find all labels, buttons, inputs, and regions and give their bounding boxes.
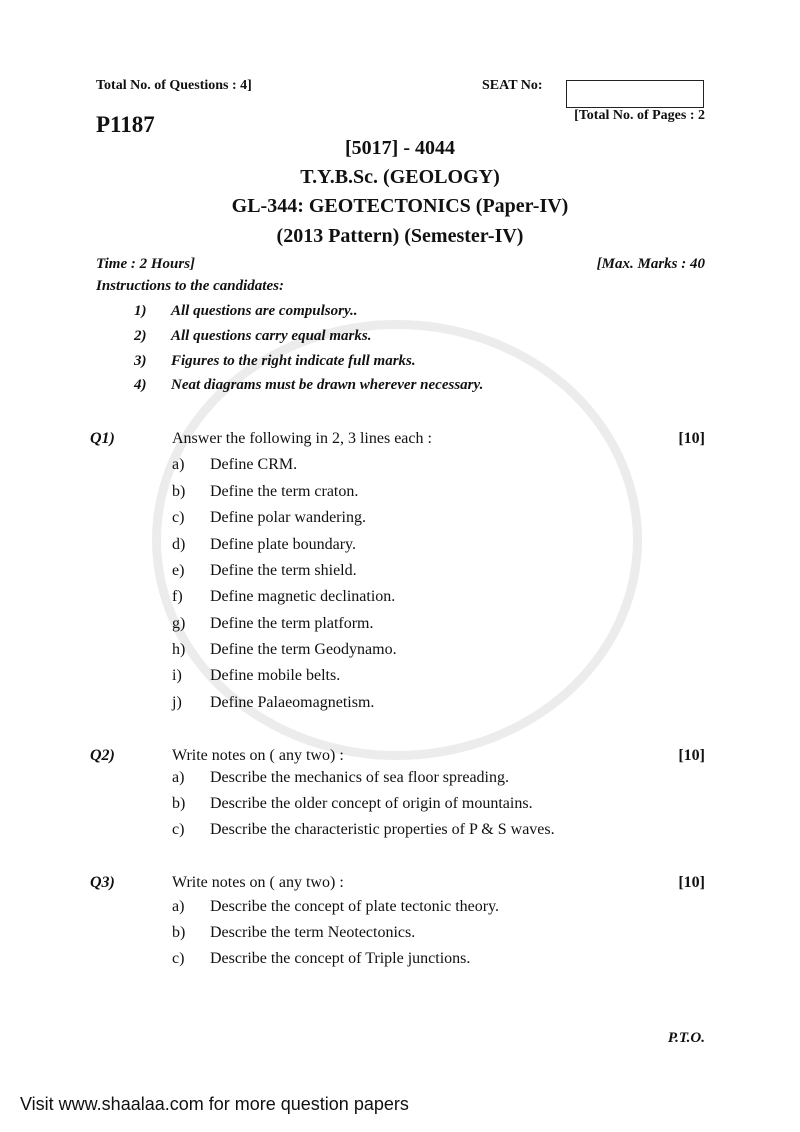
pattern-title: (2013 Pattern) (Semester-IV) — [276, 225, 524, 247]
subject-title: GL-344: GEOTECTONICS (Paper-IV) — [231, 195, 569, 217]
exam-code: [5017] - 4044 — [345, 137, 455, 159]
seat-no-label: SEAT No: — [482, 78, 543, 93]
part-text: Describe the term Neotectonics. — [210, 924, 416, 941]
pto-note: P.T.O. — [667, 1030, 705, 1046]
part-letter: b) — [172, 483, 186, 500]
part-letter: i) — [172, 667, 182, 684]
question-marks: [10] — [678, 430, 705, 447]
part-letter: d) — [172, 536, 186, 553]
part-text: Define the term shield. — [210, 562, 357, 579]
part-text: Define plate boundary. — [210, 536, 357, 553]
instructions-title: Instructions to the candidates: — [96, 278, 284, 294]
part-letter: h) — [172, 641, 186, 658]
part-text: Define the term craton. — [210, 483, 359, 500]
part-text: Define the term Geodynamo. — [210, 641, 397, 658]
question-prompt: Answer the following in 2, 3 lines each : — [172, 430, 432, 447]
part-letter: b) — [172, 795, 186, 812]
part-letter: e) — [172, 562, 185, 579]
part-letter: c) — [172, 509, 185, 526]
part-letter: b) — [172, 924, 186, 941]
part-letter: c) — [172, 950, 185, 967]
instruction-number: 4) — [134, 377, 147, 393]
instruction-text: Figures to the right indicate full marks. — [171, 353, 416, 369]
part-text: Define magnetic declination. — [210, 588, 396, 605]
part-letter: c) — [172, 821, 185, 838]
footer-link[interactable]: Visit www.shaalaa.com for more question papers — [20, 1094, 409, 1114]
part-letter: a) — [172, 898, 185, 915]
question-prompt: Write notes on ( any two) : — [172, 747, 344, 764]
seat-no-box[interactable] — [566, 80, 704, 108]
part-text: Describe the older concept of origin of mountains. — [210, 795, 533, 812]
time: Time : 2 Hours] — [96, 256, 196, 272]
part-letter: g) — [172, 615, 186, 632]
question-label: Q2) — [90, 747, 115, 764]
question-marks: [10] — [678, 874, 705, 891]
part-text: Define Palaeomagnetism. — [210, 694, 375, 711]
max-marks: [Max. Marks : 40 — [596, 256, 705, 272]
total-questions: Total No. of Questions : 4] — [96, 78, 252, 93]
question-label: Q1) — [90, 430, 115, 447]
part-text: Define mobile belts. — [210, 667, 341, 684]
paper-code: P1187 — [96, 112, 155, 137]
part-text: Describe the concept of plate tectonic theory. — [210, 898, 500, 915]
question-label: Q3) — [90, 874, 115, 891]
part-text: Describe the mechanics of sea floor spreading. — [210, 769, 509, 786]
question-marks: [10] — [678, 747, 705, 764]
part-letter: f) — [172, 588, 183, 605]
instruction-number: 3) — [134, 353, 147, 369]
part-letter: a) — [172, 456, 185, 473]
instruction-number: 2) — [134, 328, 147, 344]
part-letter: j) — [172, 694, 182, 711]
part-text: Describe the concept of Triple junctions. — [210, 950, 471, 967]
part-text: Define the term platform. — [210, 615, 374, 632]
total-pages: [Total No. of Pages : 2 — [574, 108, 705, 123]
instruction-text: Neat diagrams must be drawn wherever necessary. — [171, 377, 484, 393]
instruction-text: All questions carry equal marks. — [171, 328, 372, 344]
part-text: Define CRM. — [210, 456, 298, 473]
part-text: Define polar wandering. — [210, 509, 366, 526]
part-letter: a) — [172, 769, 185, 786]
instruction-number: 1) — [134, 303, 147, 319]
part-text: Describe the characteristic properties of P & S waves. — [210, 821, 555, 838]
instruction-text: All questions are compulsory.. — [171, 303, 358, 319]
question-prompt: Write notes on ( any two) : — [172, 874, 344, 891]
course-title: T.Y.B.Sc. (GEOLOGY) — [300, 166, 500, 188]
